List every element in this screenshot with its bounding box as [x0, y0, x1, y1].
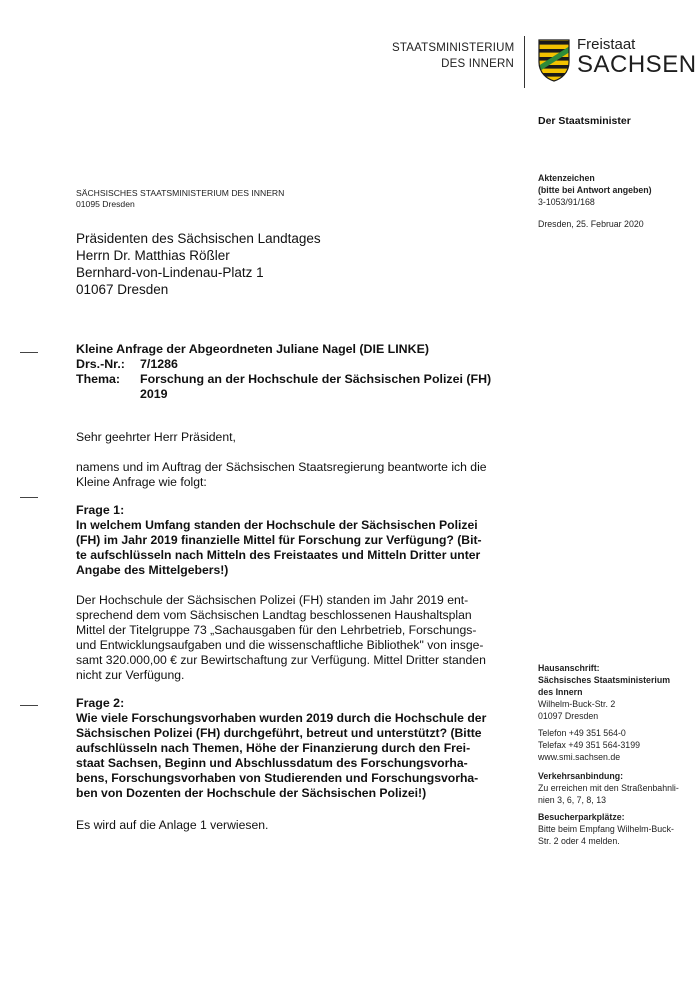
salutation: Sehr geehrter Herr Präsident,: [76, 430, 236, 444]
header-divider: [524, 36, 525, 88]
frage1-answer-line: sprechend dem vom Sächsischen Landtag beschlossenen Haushaltsplan: [76, 608, 472, 622]
address-label: Hausanschrift:: [538, 663, 600, 673]
transport-line1: Zu erreichen mit den Straßenbahnli-: [538, 783, 679, 793]
frage1-answer-line: und Entwicklungsaufgaben und die wissenschaftliche Bibliothek" von insge-: [76, 638, 484, 652]
frage1-answer-line: Mittel der Titelgruppe 73 „Sachausgaben für den Lehrbetrieb, Forschungs-: [76, 623, 477, 637]
frage1-answer-line: nicht zur Verfügung.: [76, 668, 185, 682]
reference-note: (bitte bei Antwort angeben): [538, 185, 652, 195]
ministry-name-line2: DES INNERN: [441, 58, 514, 70]
state-name: [577, 37, 697, 77]
fold-mark-top: [20, 352, 38, 353]
subject-title: Kleine Anfrage der Abgeordneten Juliane Nagel (DIE LINKE): [76, 342, 429, 356]
frage1-question: [76, 518, 512, 578]
parking-line1: Bitte beim Empfang Wilhelm-Buck-: [538, 824, 674, 834]
drs-label: Drs.-Nr.:: [76, 357, 125, 371]
address-line1: Sächsisches Staatsministerium: [538, 675, 671, 685]
frage2-question-line: staat Sachsen, Beginn und Abschlussdatum des Forschungsvorha-: [76, 756, 468, 770]
recipient-line3: Bernhard-von-Lindenau-Platz 1: [76, 265, 264, 280]
frage2-question-line: ben von Dozenten der Hochschule der Sächsischen Polizei!): [76, 786, 427, 800]
transport-block: [538, 770, 679, 806]
intro-paragraph: [76, 460, 526, 490]
state-name-line1: Freistaat: [577, 36, 636, 53]
transport-line2: nien 3, 6, 7, 8, 13: [538, 795, 606, 805]
address-block: [538, 662, 670, 722]
reference-date: Dresden, 25. Februar 2020: [538, 219, 644, 229]
frage2-label: Frage 2:: [76, 696, 125, 710]
intro-line: namens und im Auftrag der Sächsischen Staatsregierung beantworte ich die: [76, 460, 487, 474]
contact-phone: Telefon +49 351 564-0: [538, 728, 626, 738]
frage2-question-line: bens, Forschungsvorhaben von Studierenden und Forschungsvorha-: [76, 771, 479, 785]
frage1-label: Frage 1:: [76, 503, 125, 517]
frage1-question-line: te aufschlüsseln nach Mitteln des Freistaates und Mitteln Dritter unter: [76, 548, 481, 562]
recipient-line1: Präsidenten des Sächsischen Landtages: [76, 231, 321, 246]
recipient-line2: Herrn Dr. Matthias Rößler: [76, 248, 230, 263]
drs-value: 7/1286: [140, 357, 178, 371]
thema-label: Thema:: [76, 372, 121, 386]
sender-name: SÄCHSISCHES STAATSMINISTERIUM DES INNERN: [76, 188, 285, 198]
parking-block: [538, 811, 674, 847]
ministry-name: [392, 40, 514, 72]
sender-line: [76, 188, 284, 210]
transport-label: Verkehrsanbindung:: [538, 771, 624, 781]
reference-block: [538, 172, 652, 230]
recipient-line4: 01067 Dresden: [76, 282, 169, 297]
frage2-question: [76, 711, 512, 801]
thema-line2: 2019: [140, 387, 168, 401]
frage2-answer: Es wird auf die Anlage 1 verwiesen.: [76, 818, 269, 832]
contact-fax: Telefax +49 351 564-3199: [538, 740, 640, 750]
address-line2: des Innern: [538, 687, 583, 697]
frage1-question-line: Angabe des Mittelgebers!): [76, 563, 229, 577]
contact-block: [538, 727, 640, 763]
minister-title: Der Staatsminister: [538, 115, 631, 127]
contact-web: www.smi.sachsen.de: [538, 752, 621, 762]
frage1-question-line: In welchem Umfang standen der Hochschule der Sächsischen Polizei: [76, 518, 478, 532]
frage2-question-line: Wie viele Forschungsvorhaben wurden 2019 durch die Hochschule der: [76, 711, 487, 725]
reference-number: 3-1053/91/168: [538, 197, 595, 207]
sender-city: 01095 Dresden: [76, 199, 135, 209]
frage1-question-line: (FH) im Jahr 2019 finanzielle Mittel für Forschung zur Verfügung? (Bit-: [76, 533, 482, 547]
frage2-question-line: Sächsischen Polizei (FH) durchgeführt, betreut und unterstützt? (Bitte: [76, 726, 482, 740]
recipient-address: [76, 230, 321, 298]
subject-block: [76, 342, 491, 402]
intro-line: Kleine Anfrage wie folgt:: [76, 475, 207, 489]
frage2-question-line: aufschlüsseln nach Themen, Höhe der Finanzierung durch den Frei-: [76, 741, 471, 755]
thema-line1: Forschung an der Hochschule der Sächsischen Polizei (FH): [140, 372, 492, 386]
fold-mark-middle: [20, 497, 38, 498]
address-city: 01097 Dresden: [538, 711, 599, 721]
ministry-name-line1: STAATSMINISTERIUM: [392, 42, 515, 54]
fold-mark-bottom: [20, 705, 38, 706]
parking-line2: Str. 2 oder 4 melden.: [538, 836, 620, 846]
saxony-coat-of-arms-logo: [537, 38, 571, 82]
state-name-line2: SACHSEN: [577, 51, 697, 78]
address-street: Wilhelm-Buck-Str. 2: [538, 699, 616, 709]
parking-label: Besucherparkplätze:: [538, 812, 625, 822]
frage1-answer-line: Der Hochschule der Sächsischen Polizei (FH) standen im Jahr 2019 ent-: [76, 593, 469, 607]
reference-label: Aktenzeichen: [538, 173, 595, 183]
frage1-answer: [76, 593, 512, 683]
frage1-answer-line: samt 320.000,00 € zur Bewirtschaftung zur Verfügung. Mittel Dritter standen: [76, 653, 486, 667]
